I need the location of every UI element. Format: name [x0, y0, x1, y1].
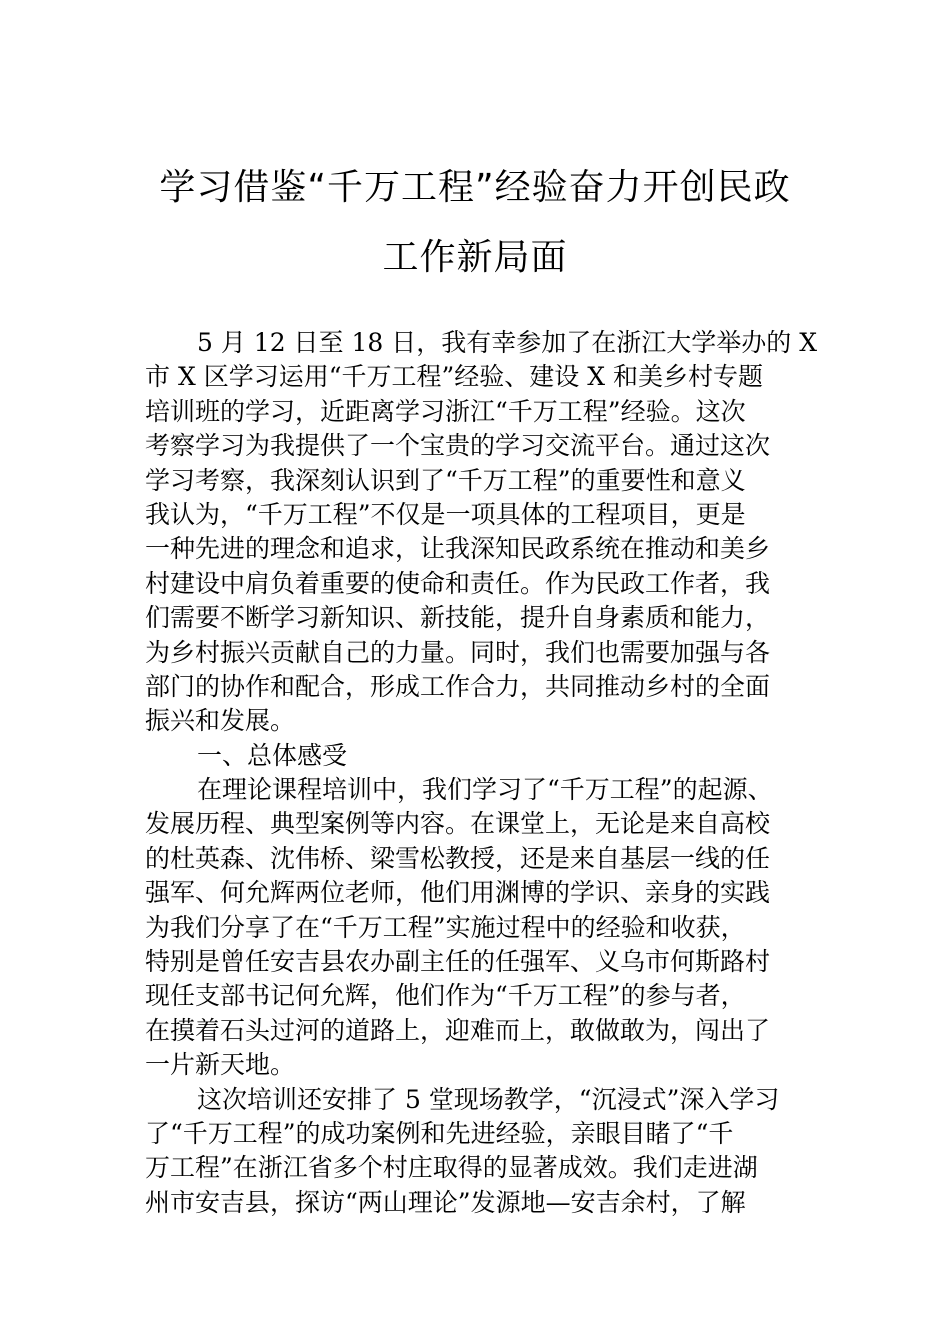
body-text-line: 的杜英森、沈伟桥、梁雪松教授，还是来自基层一线的任: [145, 843, 771, 873]
body-text-line: 在理论课程培训中，我们学习了“千万工程”的起源、: [197, 775, 773, 805]
body-text-line: 强军、何允辉两位老师，他们用渊博的学识、亲身的实践: [145, 878, 771, 908]
body-text-line: 们需要不断学习新知识、新技能，提升自身素质和能力，: [145, 603, 771, 633]
body-text-line: 一、总体感受: [197, 740, 348, 770]
body-text-line: 为我们分享了在“千万工程”实施过程中的经验和收获，: [145, 912, 746, 942]
body-text-line: 部门的协作和配合，形成工作合力，共同推动乡村的全面: [145, 671, 771, 701]
body-text-line: 培训班的学习，近距离学习浙江“千万工程”经验。这次: [145, 396, 746, 426]
body-text-line: 5 月 12 日至 18 日，我有幸参加了在浙江大学举办的 X: [197, 328, 818, 357]
body-text-line: 村建设中肩负着重要的使命和责任。作为民政工作者，我: [145, 568, 771, 598]
body-text-line: 在摸着石头过河的道路上，迎难而上，敢做敢为，闯出了: [145, 1015, 771, 1045]
body-text-line: 一种先进的理念和追求，让我深知民政系统在推动和美乡: [145, 534, 771, 564]
body-text-line: 这次培训还安排了 5 堂现场教学，“沉浸式”深入学习: [197, 1084, 780, 1114]
body-text-line: 了“千万工程”的成功案例和先进经验，亲眼目睹了“千: [145, 1118, 734, 1148]
body-text-line: 一片新天地。: [145, 1050, 296, 1080]
body-text-line: 学习考察，我深刻认识到了“千万工程”的重要性和意义: [145, 465, 746, 495]
body-text-line: 万工程”在浙江省多个村庄取得的显著成效。我们走进湖: [145, 1153, 758, 1183]
document-title-line-2: 工作新局面: [382, 237, 568, 278]
document-title-line-1: 学习借鉴“千万工程”经验奋力开创民政: [159, 167, 791, 208]
body-text-line: 市 X 区学习运用“千万工程”经验、建设 X 和美乡村专题: [145, 362, 763, 392]
body-text-line: 特别是曾任安吉县农办副主任的任强军、义乌市何斯路村: [145, 947, 771, 977]
body-text-line: 我认为，“千万工程”不仅是一项具体的工程项目，更是: [145, 499, 746, 529]
body-text-line: 州市安吉县，探访“两山理论”发源地—安吉余村，了解: [145, 1187, 746, 1217]
body-text-line: 现任支部书记何允辉，他们作为“千万工程”的参与者，: [145, 981, 746, 1011]
document-body: [145, 326, 818, 1220]
body-text-line: 考察学习为我提供了一个宝贵的学习交流平台。通过这次: [145, 431, 771, 461]
body-text-line: 发展历程、典型案例等内容。在课堂上，无论是来自高校: [145, 809, 771, 839]
body-text-line: 振兴和发展。: [145, 706, 296, 736]
body-text-line: 为乡村振兴贡献自己的力量。同时，我们也需要加强与各: [145, 637, 771, 667]
